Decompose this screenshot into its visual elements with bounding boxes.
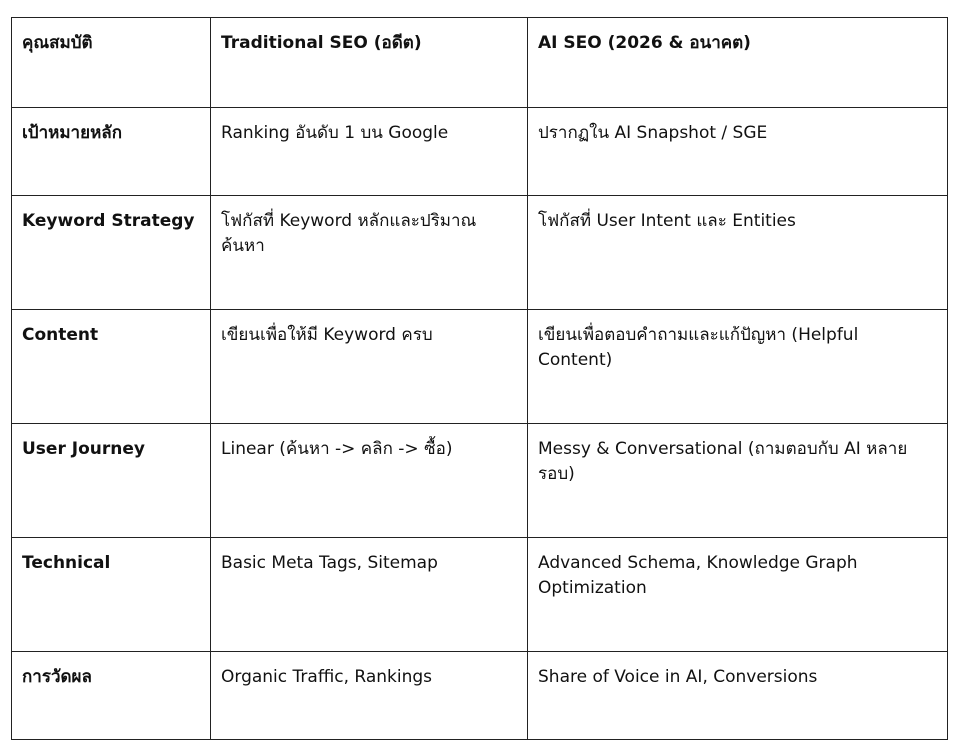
table-cell: Ranking อันดับ 1 บน Google (211, 108, 528, 196)
table-row (12, 108, 948, 196)
table-cell: Organic Traffic, Rankings (211, 652, 528, 740)
row-label-content: Content (12, 310, 211, 424)
header-cell-feature: คุณสมบัติ (12, 18, 211, 108)
row-label-technical: Technical (12, 538, 211, 652)
table-cell: Linear (ค้นหา -> คลิก -> ซื้อ) (211, 424, 528, 538)
header-cell-ai-seo: AI SEO (2026 & อนาคต) (528, 18, 948, 108)
header-cell-traditional-seo: Traditional SEO (อดีต) (211, 18, 528, 108)
table-cell: Messy & Conversational (ถามตอบกับ AI หลายรอบ) (528, 424, 948, 538)
table-row (12, 538, 948, 652)
table-cell: เขียนเพื่อตอบคำถามและแก้ปัญหา (Helpful Content) (528, 310, 948, 424)
table-cell: เขียนเพื่อให้มี Keyword ครบ (211, 310, 528, 424)
table-cell: Basic Meta Tags, Sitemap (211, 538, 528, 652)
row-label-measurement: การวัดผล (12, 652, 211, 740)
row-label-user-journey: User Journey (12, 424, 211, 538)
table-cell: Advanced Schema, Knowledge Graph Optimization (528, 538, 948, 652)
row-label-keyword-strategy: Keyword Strategy (12, 196, 211, 310)
table-cell: โฟกัสที่ User Intent และ Entities (528, 196, 948, 310)
seo-comparison-table (11, 17, 948, 740)
table-row (12, 310, 948, 424)
table-row (12, 424, 948, 538)
table-header-row (12, 18, 948, 108)
table-cell: Share of Voice in AI, Conversions (528, 652, 948, 740)
row-label-main-goal: เป้าหมายหลัก (12, 108, 211, 196)
table-row (12, 196, 948, 310)
table-cell: ปรากฏใน AI Snapshot / SGE (528, 108, 948, 196)
table-cell: โฟกัสที่ Keyword หลักและปริมาณค้นหา (211, 196, 528, 310)
table-row (12, 652, 948, 740)
